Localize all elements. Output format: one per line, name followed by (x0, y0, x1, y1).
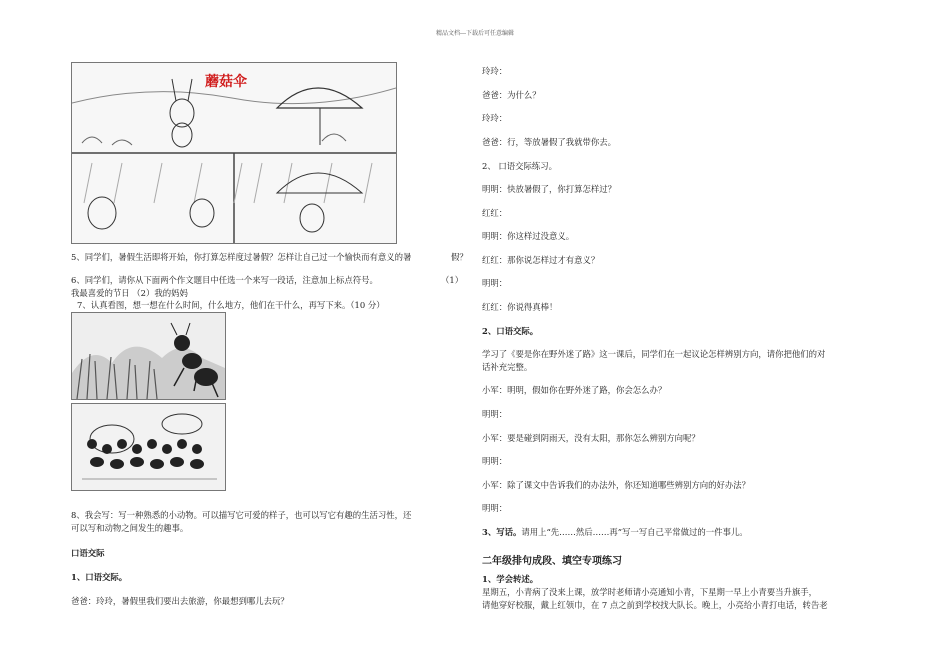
dialog-line: 玲玲： (482, 113, 508, 123)
section-title-exercises: 二年级排句成段、填空专项练习 (482, 556, 622, 567)
writing-task-label: 3、写话。 (482, 527, 522, 537)
oral-q1-dialog: 爸爸：玲玲，暑假里我们要出去旅游，你最想到哪儿去玩？ (71, 596, 289, 606)
dialog-line: 明明： (482, 278, 508, 288)
question-6-options: 我最喜爱的节日 （2）我的妈妈 (71, 288, 188, 298)
dialog-line: 明明： (482, 456, 508, 466)
question-6: 6、同学们，请你从下面两个作文题目中任选一个来写一段话，注意加上标点符号。 (71, 275, 378, 285)
question-5-cont: 假？ (451, 252, 468, 262)
question-6-option-1: （1） (441, 275, 464, 285)
writing-task-text: 请用上“先……然后……再”写一写自己平常做过的一件事儿。 (521, 527, 748, 537)
dialog-line: 爸爸：行，等放暑假了我就带你去。 (482, 137, 616, 147)
question-7: 7、认真看图，想一想在什么时间，什么地方，他们在干什么，再写下来。（10 分） (77, 300, 385, 310)
dialog-line: 明明：快放暑假了，你打算怎样过？ (482, 184, 616, 194)
exercise-1-text-cont: 请他穿好校服，戴上红领巾，在 7 点之前到学校找大队长。晚上，小亮给小青打电话，转告老 (482, 600, 828, 610)
comic-image (71, 62, 397, 244)
ants-image-bottom (71, 403, 226, 491)
exercise-2-title: 2、 口语交际练习。 (482, 161, 557, 171)
exercise-1-text: 星期五，小青病了没来上课，放学时老师请小亮通知小青，下星期一早上小青要当升旗手， (482, 587, 817, 597)
question-8-cont: 可以写和动物之间发生的趣事。 (71, 523, 189, 533)
ants-image-top (71, 312, 226, 400)
oral-q2-intro: 学习了《要是你在野外迷了路》这一课后，同学们在一起议论怎样辨别方向，请你把他们的对 (482, 349, 826, 359)
question-5: 5、同学们，暑假生活即将开始，你打算怎样度过暑假？怎样让自己过一个愉快而有意义的暑 (71, 252, 412, 262)
section-title-oral: 口语交际 (71, 548, 105, 558)
dialog-line: 红红：那你说怎样过才有意义？ (482, 255, 600, 265)
dialog-line: 玲玲： (482, 66, 508, 76)
dialog-line: 红红：你说得真棒！ (482, 302, 558, 312)
comic-title: 蘑菇伞 (205, 74, 247, 90)
dialog-line: 红红： (482, 208, 508, 218)
question-8: 8、我会写：写一种熟悉的小动物。可以描写它可爱的样子，也可以写它有趣的生活习性，还 (71, 510, 412, 520)
dialog-line: 爸爸：为什么？ (482, 90, 541, 100)
writing-task (482, 526, 748, 538)
dialog-line: 明明：你这样过没意义。 (482, 231, 575, 241)
oral-q2-title: 2、口语交际。 (482, 326, 539, 336)
oral-q2-intro-cont: 话补充完整。 (482, 362, 533, 372)
dialog-line: 明明： (482, 409, 508, 419)
dialog-line: 明明： (482, 503, 508, 513)
exercise-1-title: 1、学会转述。 (482, 574, 539, 584)
oral-q1-title: 1、口语交际。 (71, 572, 128, 582)
dialog-line: 小军：明明，假如你在野外迷了路，你会怎么办？ (482, 385, 667, 395)
dialog-line: 小军：要是碰到阴雨天，没有太阳，那你怎么辨别方向呢？ (482, 433, 700, 443)
page-header: 精品文档---下载后可任意编辑 (435, 30, 515, 37)
dialog-line: 小军：除了课文中告诉我们的办法外，你还知道哪些辨别方向的好办法？ (482, 480, 750, 490)
